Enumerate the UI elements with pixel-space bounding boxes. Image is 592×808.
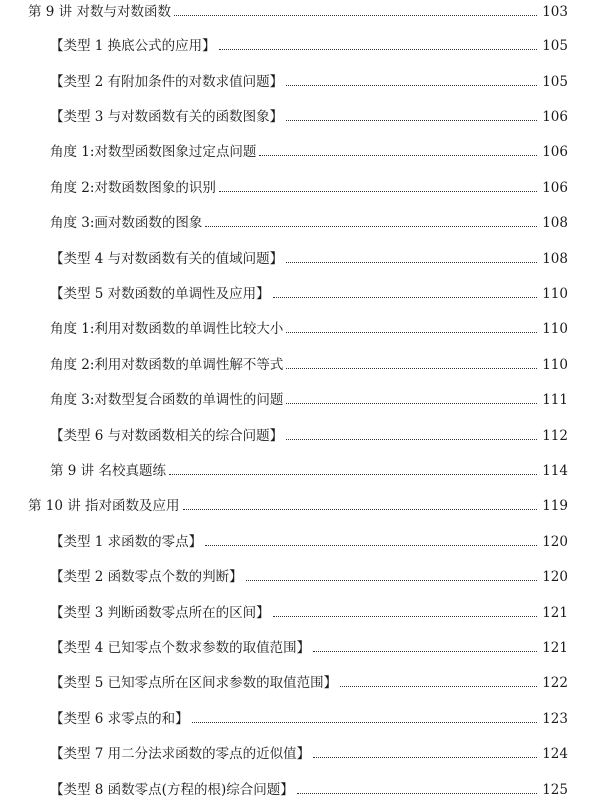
toc-entry[interactable] xyxy=(0,211,592,231)
dot-leader xyxy=(286,262,537,263)
dot-leader xyxy=(219,191,537,192)
dot-leader xyxy=(286,85,537,86)
toc-entry-page: 119 xyxy=(542,498,568,514)
toc-entry-title: 【类型 5 对数函数的单调性及应用】 xyxy=(50,286,270,302)
toc-entry-page: 110 xyxy=(542,357,568,373)
toc-entry-title: 【类型 7 用二分法求函数的零点的近似值】 xyxy=(50,746,311,762)
toc-entry-title: 角度 2:利用对数函数的单调性解不等式 xyxy=(50,357,284,373)
toc-entry-page: 106 xyxy=(542,180,568,196)
toc-entry[interactable] xyxy=(0,388,592,408)
dot-leader xyxy=(286,332,537,333)
toc-entry-page: 121 xyxy=(542,605,568,621)
toc-entry[interactable] xyxy=(0,70,592,90)
dot-leader xyxy=(340,686,537,687)
toc-entry-page: 120 xyxy=(542,569,568,585)
toc-entry-title: 角度 1:利用对数函数的单调性比较大小 xyxy=(50,321,284,337)
toc-entry-chapter-10[interactable] xyxy=(0,494,592,514)
toc-entry-title: 【类型 2 函数零点个数的判断】 xyxy=(50,569,243,585)
toc-entry-title: 角度 3:画对数函数的图象 xyxy=(50,215,203,231)
toc-entry[interactable] xyxy=(0,34,592,54)
toc-entry[interactable] xyxy=(0,317,592,337)
toc-entry[interactable] xyxy=(0,636,592,656)
toc-entry[interactable] xyxy=(0,671,592,691)
toc-entry-page: 114 xyxy=(542,463,568,479)
toc-entry-page: 103 xyxy=(542,4,568,20)
toc-entry[interactable] xyxy=(0,105,592,125)
toc-entry[interactable] xyxy=(0,778,592,798)
toc-entry[interactable] xyxy=(0,459,592,479)
toc-entry-title: 【类型 3 判断函数零点所在的区间】 xyxy=(50,605,270,621)
toc-entry-page: 120 xyxy=(542,534,568,550)
toc-entry-page: 105 xyxy=(542,38,568,54)
toc-entry-page: 108 xyxy=(542,215,568,231)
toc-entry-title: 角度 2:对数函数图象的识别 xyxy=(50,180,216,196)
toc-entry-title: 第 9 讲 名校真题练 xyxy=(50,463,166,479)
dot-leader xyxy=(286,439,537,440)
toc-entry[interactable] xyxy=(0,140,592,160)
toc-entry-title: 【类型 1 求函数的零点】 xyxy=(50,534,203,550)
dot-leader xyxy=(297,793,537,794)
toc-entry-page: 108 xyxy=(542,251,568,267)
dot-leader xyxy=(205,226,537,227)
toc-entry[interactable] xyxy=(0,176,592,196)
toc-entry-title: 第 10 讲 指对函数及应用 xyxy=(28,498,180,514)
toc-entry-page: 123 xyxy=(542,711,568,727)
toc-entry-title: 第 9 讲 对数与对数函数 xyxy=(28,4,171,20)
toc-entry-page: 111 xyxy=(542,392,568,408)
dot-leader xyxy=(259,155,537,156)
toc-entry-title: 【类型 1 换底公式的应用】 xyxy=(50,38,216,54)
toc-entry-chapter-9[interactable] xyxy=(0,0,592,20)
toc-entry-title: 【类型 4 与对数函数有关的值域问题】 xyxy=(50,251,284,267)
toc-entry[interactable] xyxy=(0,707,592,727)
dot-leader xyxy=(246,580,537,581)
dot-leader xyxy=(286,368,537,369)
toc-entry[interactable] xyxy=(0,742,592,762)
toc-entry-title: 【类型 3 与对数函数有关的函数图象】 xyxy=(50,109,284,125)
dot-leader xyxy=(313,757,537,758)
dot-leader xyxy=(183,509,537,510)
toc-entry-title: 角度 1:对数型函数图象过定点问题 xyxy=(50,144,257,160)
toc-entry-title: 【类型 4 已知零点个数求参数的取值范围】 xyxy=(50,640,311,656)
toc-entry-page: 110 xyxy=(542,321,568,337)
toc-entry-title: 【类型 6 求零点的和】 xyxy=(50,711,189,727)
toc-entry-title: 【类型 6 与对数函数相关的综合问题】 xyxy=(50,428,284,444)
toc-entry-page: 122 xyxy=(542,675,568,691)
toc-entry-page: 112 xyxy=(542,428,568,444)
dot-leader xyxy=(286,403,537,404)
toc-entry[interactable] xyxy=(0,282,592,302)
toc-entry[interactable] xyxy=(0,424,592,444)
toc-entry-page: 125 xyxy=(542,782,568,798)
toc-entry[interactable] xyxy=(0,247,592,267)
dot-leader xyxy=(174,15,537,16)
dot-leader xyxy=(273,616,537,617)
toc-entry-title: 【类型 5 已知零点所在区间求参数的取值范围】 xyxy=(50,675,338,691)
toc-entry-page: 121 xyxy=(542,640,568,656)
toc-entry[interactable] xyxy=(0,565,592,585)
dot-leader xyxy=(192,722,537,723)
toc-entry-page: 124 xyxy=(542,746,568,762)
toc-entry-title: 角度 3:对数型复合函数的单调性的问题 xyxy=(50,392,284,408)
toc-entry-title: 【类型 8 函数零点(方程的根)综合问题】 xyxy=(50,782,294,798)
dot-leader xyxy=(273,297,537,298)
toc-entry-page: 106 xyxy=(542,144,568,160)
toc-entry[interactable] xyxy=(0,601,592,621)
dot-leader xyxy=(313,651,537,652)
toc-entry[interactable] xyxy=(0,353,592,373)
toc-entry[interactable] xyxy=(0,530,592,550)
toc-entry-title: 【类型 2 有附加条件的对数求值问题】 xyxy=(50,74,284,90)
toc-entry-page: 106 xyxy=(542,109,568,125)
toc-entry-page: 110 xyxy=(542,286,568,302)
toc-entry-page: 105 xyxy=(542,74,568,90)
dot-leader xyxy=(205,545,537,546)
dot-leader xyxy=(169,474,537,475)
dot-leader xyxy=(219,49,537,50)
dot-leader xyxy=(286,120,537,121)
